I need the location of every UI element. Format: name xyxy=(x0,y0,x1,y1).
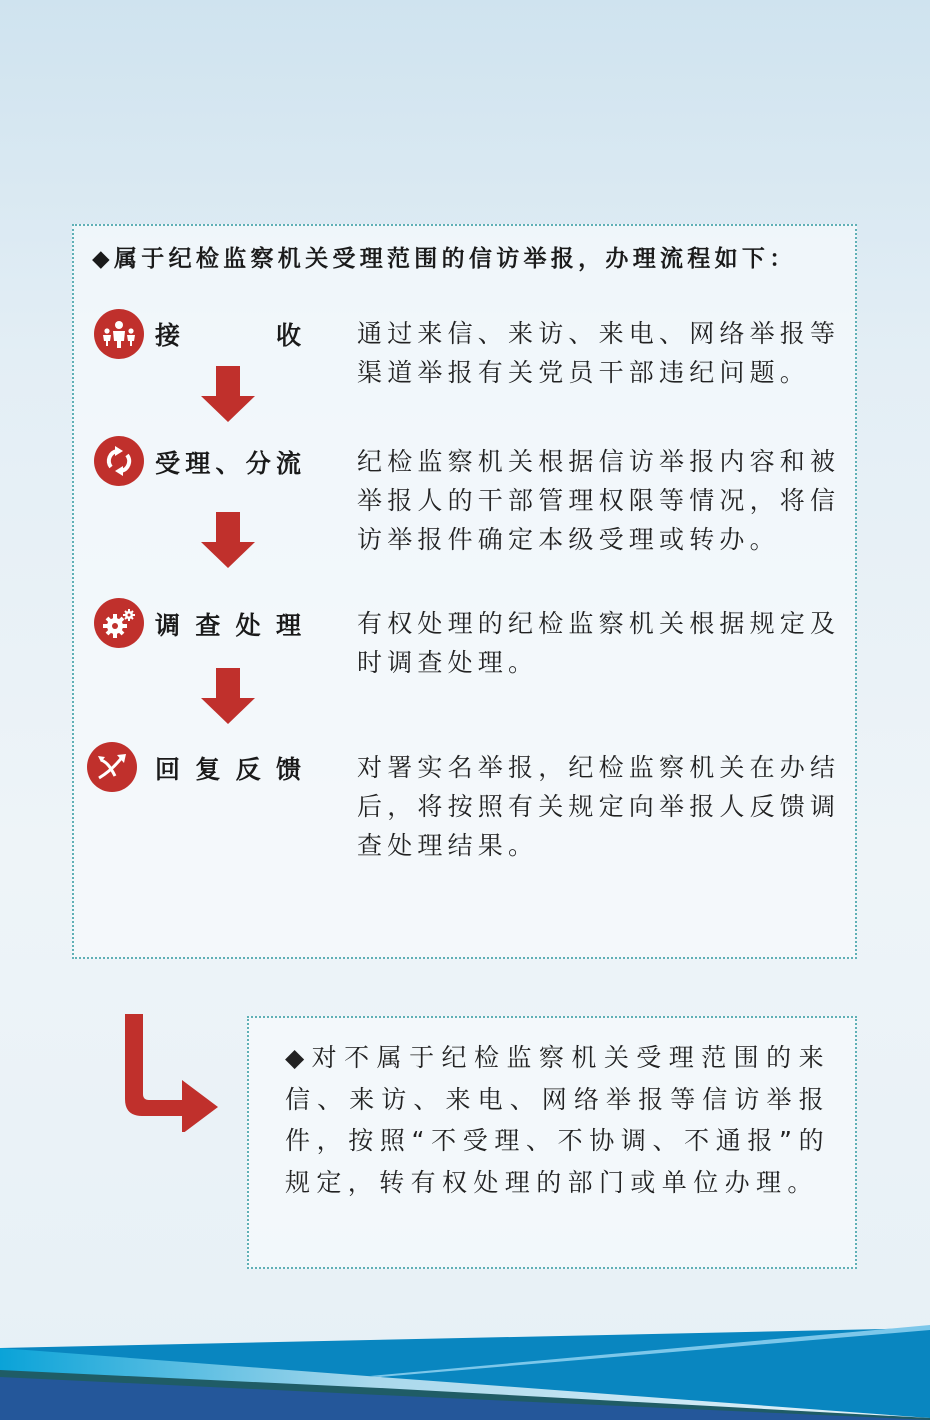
step-label-investigate: 调查处理 xyxy=(155,611,301,640)
turn-right-arrow-icon xyxy=(122,1014,218,1132)
step-desc-investigate: 有权处理的纪检监察机关根据规定及时调查处理。 xyxy=(357,609,841,677)
step-desc-feedback: 对署实名举报，纪检监察机关在办结后，将按照有关规定向举报人反馈调查处理结果。 xyxy=(357,753,841,860)
step-desc-receive: 通过来信、来访、来电、网络举报等渠道举报有关党员干部违纪问题。 xyxy=(357,319,841,387)
down-arrow-icon xyxy=(201,668,255,724)
down-arrow-icon xyxy=(201,366,255,422)
step-label-feedback: 回复反馈 xyxy=(155,755,301,784)
non-scope-note: ◆对不属于纪检监察机关受理范围的来信、来访、来电、网络举报等信访举报件，按照“不受理、不协调、不通报”的规定，转有权处理的部门或单位办理。 xyxy=(285,1043,830,1197)
bottom-wave-decoration xyxy=(0,1300,930,1420)
down-arrow-icon xyxy=(201,512,255,568)
process-title: ◆属于纪检监察机关受理范围的信访举报，办理流程如下： xyxy=(92,246,797,272)
people-icon xyxy=(94,309,144,359)
step-desc-accept-distribute: 纪检监察机关根据信访举报内容和被举报人的干部管理权限等情况，将信访举报件确定本级受理或转办。 xyxy=(357,447,841,554)
refresh-cycle-icon xyxy=(94,436,144,486)
step-label-receive: 接 收 xyxy=(155,321,301,350)
feedback-arrow-icon xyxy=(87,742,137,792)
gears-icon xyxy=(94,598,144,648)
step-label-accept-distribute: 受理、分流 xyxy=(155,449,301,478)
